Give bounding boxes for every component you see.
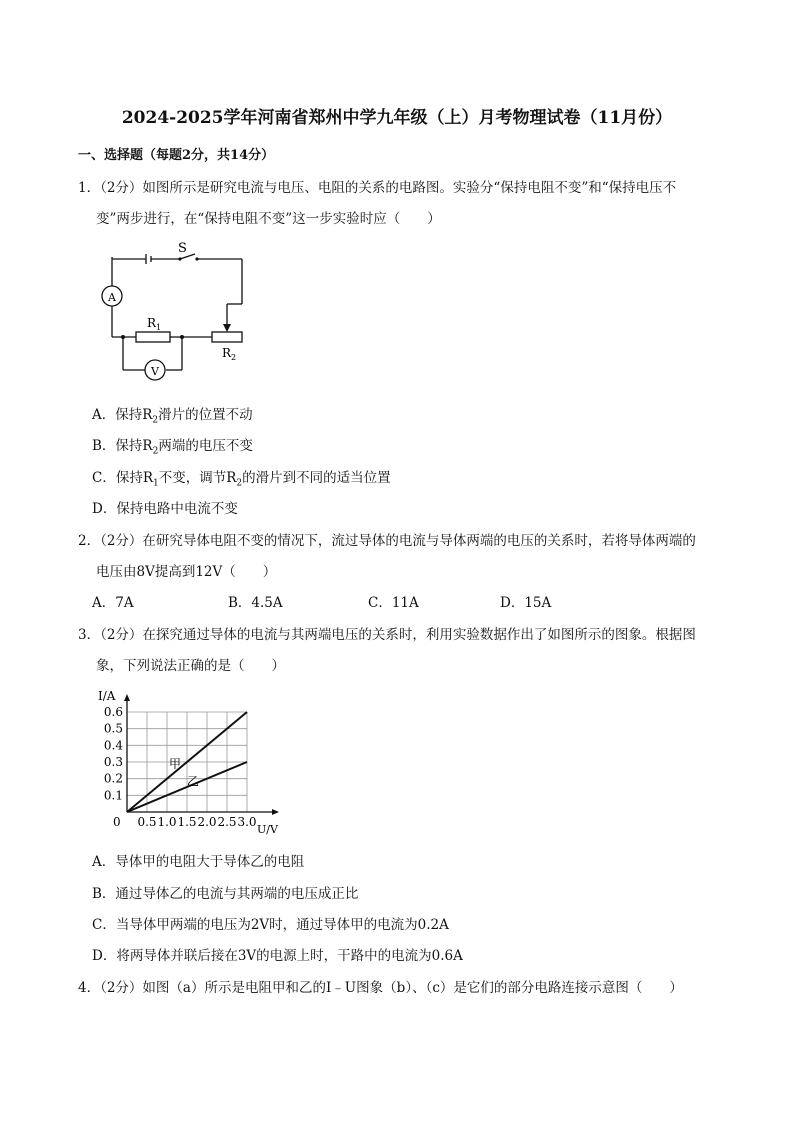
q3-stem-line1: 3．（2分）在探究通过导体的电流与其两端电压的关系时，利用实验数据作出了如图所示的图象。根据图 [78,627,696,643]
q3-stem-line2: 象，下列说法正确的是（ ） [96,658,285,674]
voltmeter-label: V [151,365,159,378]
q2-option-c[interactable]: C．11A [368,595,419,611]
q1-option-b[interactable]: B．保持$R_2$两端的电压不变 [92,438,253,457]
ammeter-label: A [108,291,116,304]
q3-option-b[interactable]: B．通过导体乙的电流与其两端的电压成正比 [92,886,359,902]
page-title: 2024-2025学年河南省郑州中学九年级（上）月考物理试卷（11月份） [121,108,673,128]
x-tick-label: 2.5 [217,815,237,829]
y-tick-label: 0.6 [103,705,123,719]
r2-rheostat [212,332,242,342]
q3-option-c[interactable]: C．当导体甲两端的电压为2V时，通过导体甲的电流为0.2A [92,917,449,933]
y-axis-label: I/A [98,689,116,703]
switch-label: S [178,241,187,256]
y-tick-label: 0.1 [103,788,123,803]
q2-stem-line1: 2．（2分）在研究导体电阻不变的情况下，流过导体的电流与导体两端的电压的关系时，若将导体两端的 [78,533,696,549]
r1-subscript: 1 [156,323,162,332]
q1-stem-line1: 1．（2分）如图所示是研究电流与电压、电阻的关系的电路图。实验分“保持电阻不变”和“保持电压不 [78,180,677,196]
y-tick-label: 0.2 [103,771,123,786]
series-label-jia: 甲 [169,757,182,771]
q2-stem-line2: 电压由8V提高到12V（ ） [96,564,277,580]
q2-option-d[interactable]: D．15A [500,595,552,611]
r1-resistor [136,332,170,342]
r2-subscript: 2 [231,353,237,362]
q1-option-d[interactable]: D．保持电路中电流不变 [92,501,238,517]
q2-option-a[interactable]: A．7A [92,595,134,611]
x-axis-arrow-icon [272,809,279,815]
section-heading: 一、选择题（每题2分，共14分） [78,148,275,163]
iu-graph [90,684,290,836]
x-tick-label: 0.5 [137,815,157,829]
x-tick-label: 3.0 [237,815,257,829]
q1-circuit-diagram [90,236,260,386]
x-axis-label: U/V [257,823,278,836]
y-tick-label: 0.3 [103,755,123,769]
x-tick-label: 2.0 [197,815,217,829]
y-tick-label: 0.5 [103,721,123,736]
q3-option-d[interactable]: D．将两导体并联后接在3V的电源上时，干路中的电流为0.6A [92,948,463,964]
y-tick-label: 0.4 [103,738,123,753]
x-tick-label: 1.5 [177,815,197,829]
q1-option-a[interactable]: A．保持$R_2$滑片的位置不动 [92,407,253,426]
slider-arrow-icon [223,324,231,332]
q1-stem-line2: 变”两步进行，在“保持电阻不变”这一步实验时应（ ） [96,211,441,227]
series-label-yi: 乙 [187,774,200,789]
q2-option-b[interactable]: B．4.5A [228,595,283,611]
r2-label: R [222,346,232,360]
q4-stem-line1: 4．（2分）如图（a）所示是电阻甲和乙的I﹣U图象（b）、（c）是它们的部分电路连接示意图（ ） [78,980,683,996]
origin-label: 0 [113,815,121,829]
x-tick-label: 1.0 [157,815,177,829]
r1-label: R [147,316,157,330]
q3-option-a[interactable]: A．导体甲的电阻大于导体乙的电阻 [92,854,305,870]
q1-option-c[interactable]: C．保持$R_1$不变，调节$R_2$的滑片到不同的适当位置 [92,470,391,489]
y-axis-arrow-icon [124,694,130,701]
